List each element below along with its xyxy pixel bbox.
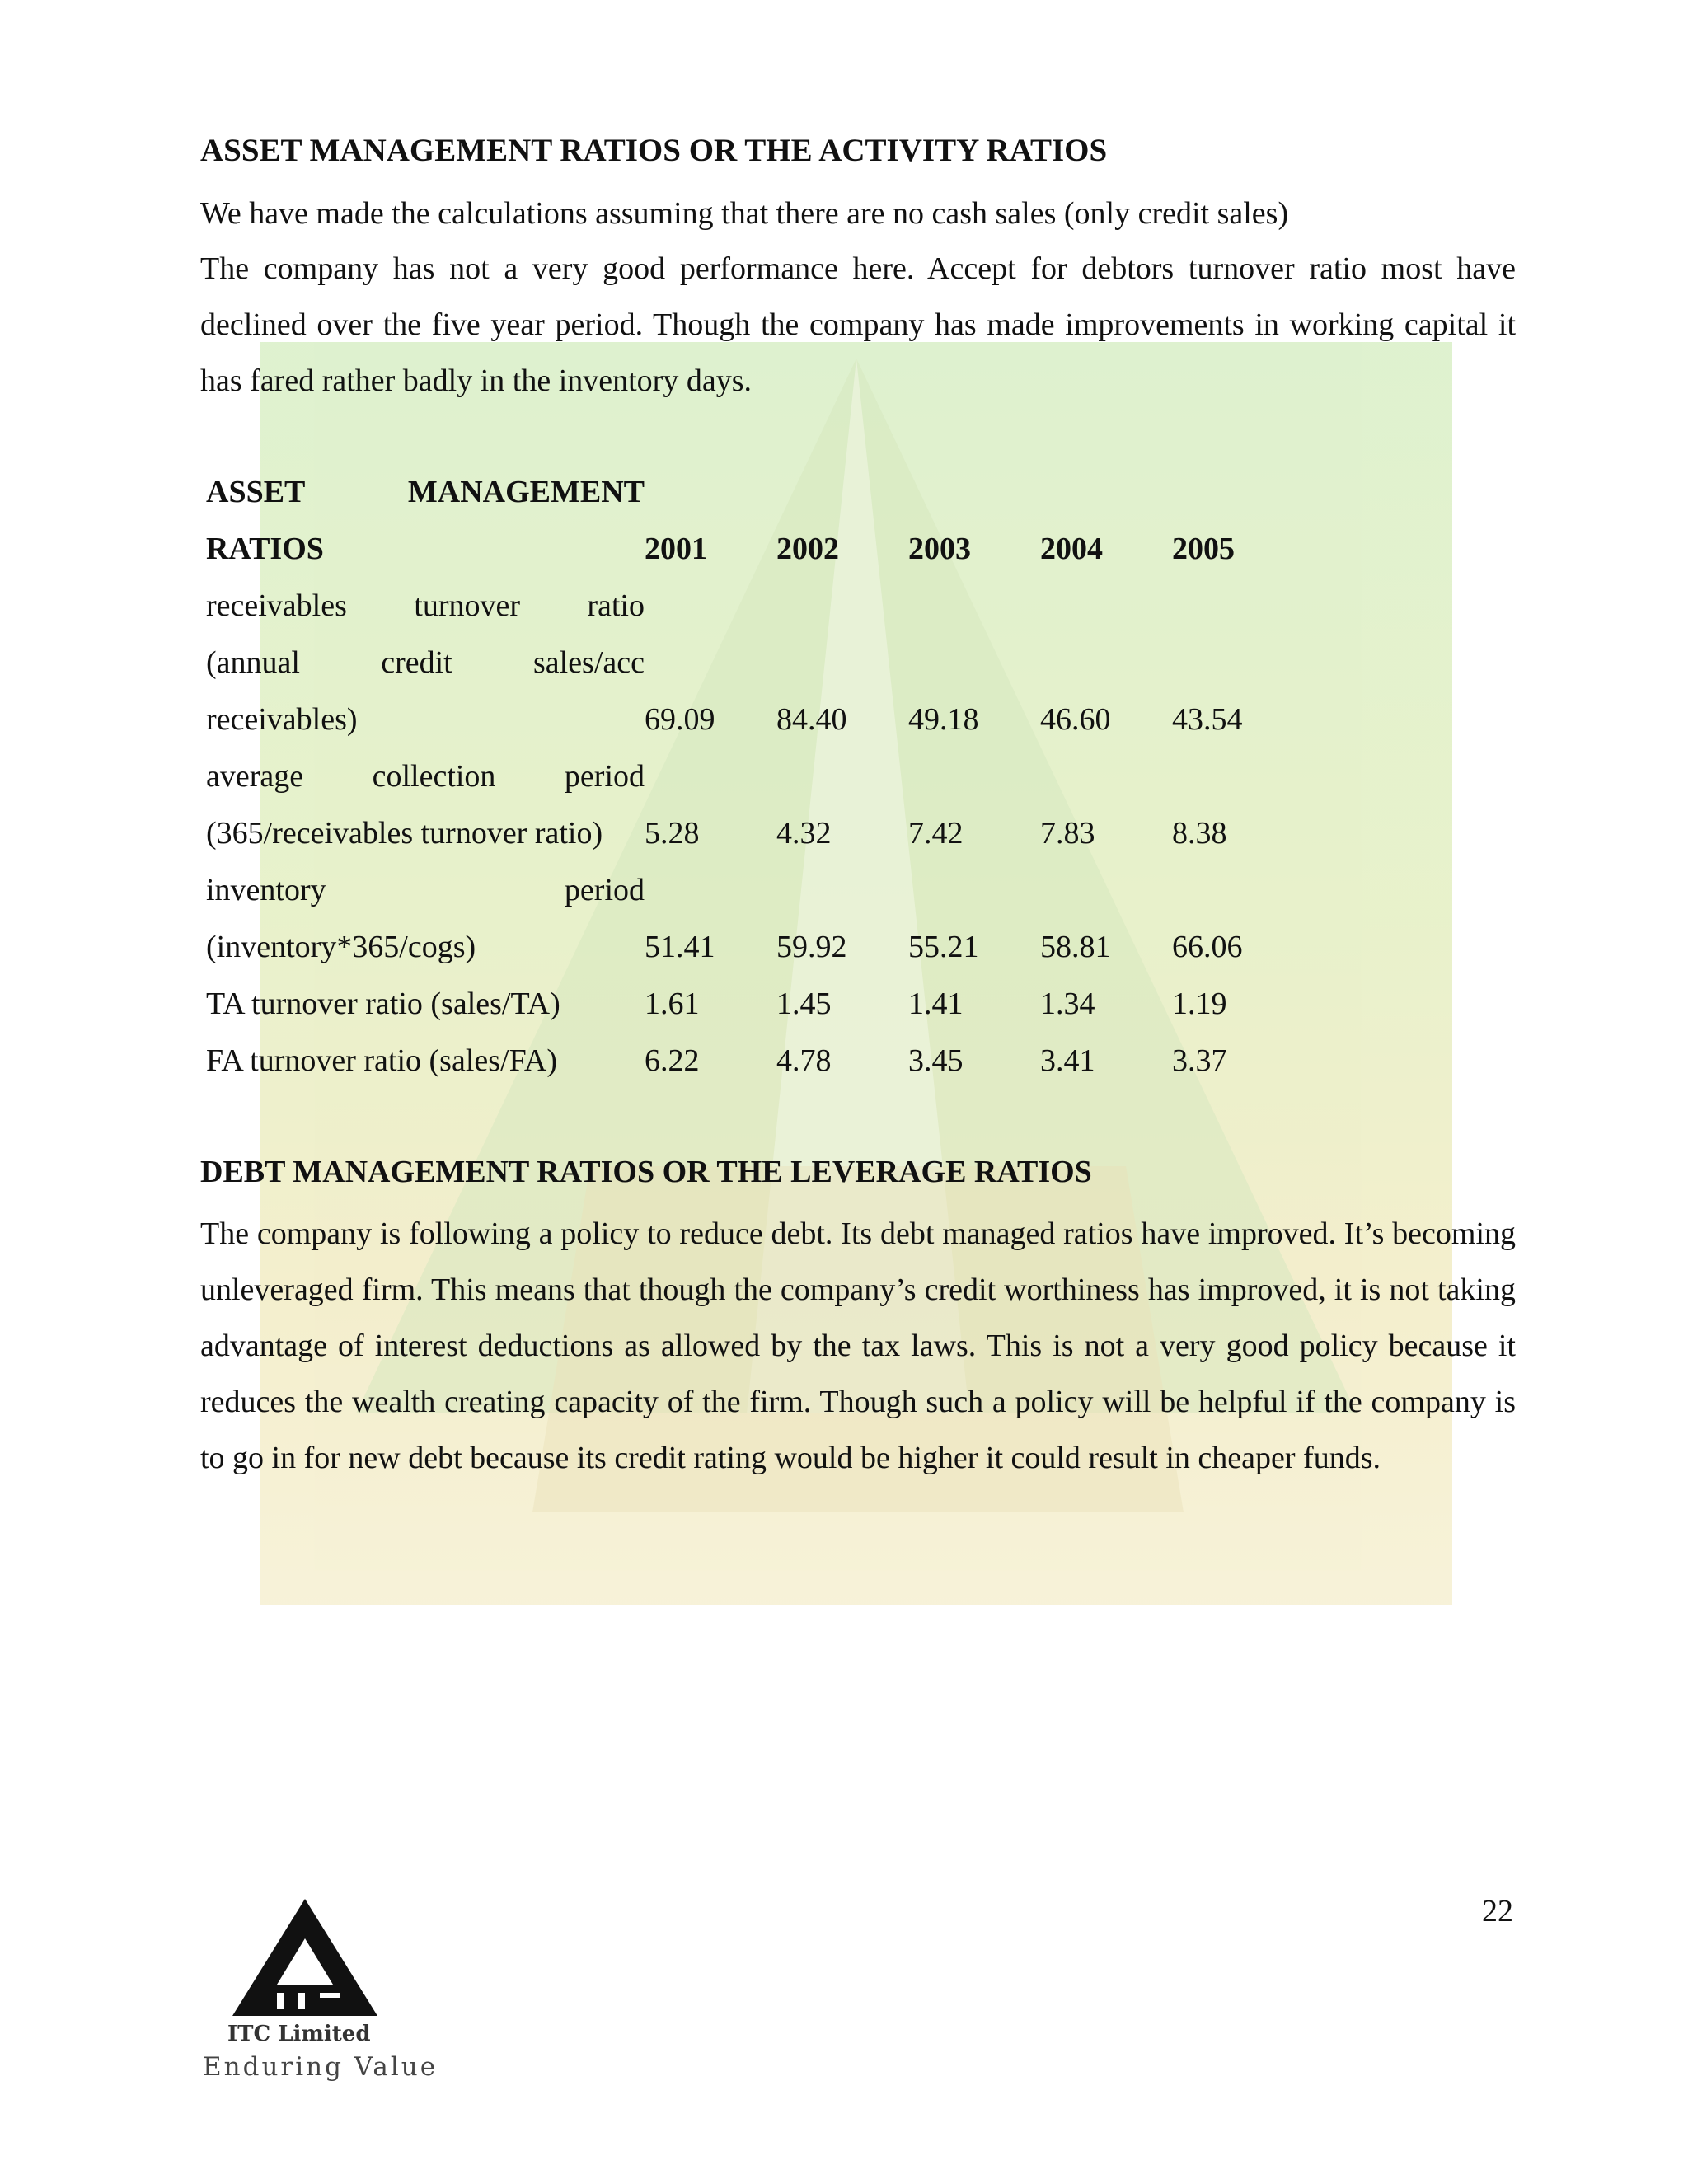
table-row xyxy=(206,1033,1304,1090)
itc-triangle-logo-icon xyxy=(201,1896,409,2027)
asset-ratios-table xyxy=(206,464,1304,1090)
year-header: 2001 xyxy=(645,532,707,566)
table-cell: 7.42 xyxy=(908,816,964,851)
row-label: FA turnover ratio (sales/FA) xyxy=(206,1043,558,1078)
logo-tagline: Enduring Value xyxy=(203,2052,438,2082)
table-cell: 58.81 xyxy=(1040,930,1111,964)
row-label xyxy=(206,578,645,748)
table-row xyxy=(206,976,1304,1033)
table-row xyxy=(206,748,1304,862)
table-cell: 1.45 xyxy=(776,987,832,1021)
row-label: TA turnover ratio (sales/TA) xyxy=(206,987,560,1021)
table-cell: 46.60 xyxy=(1040,702,1111,737)
table-cell: 84.40 xyxy=(776,702,847,737)
logo-company-name: ITC Limited xyxy=(227,2022,371,2046)
table-cell: 51.41 xyxy=(645,930,715,964)
table-cell: 69.09 xyxy=(645,702,715,737)
row-label-line: average collection period xyxy=(206,759,645,794)
asset-paragraph: The company has not a very good performance here. Accept for debtors turnover ratio most have declined over the five year period. Though the company has made improvements in working capital it has fared rather badly in the inventory days. xyxy=(200,251,1516,398)
row-label-line: receivables) xyxy=(206,702,358,737)
table-cell: 3.37 xyxy=(1172,1043,1227,1078)
table-cell: 5.28 xyxy=(645,816,700,851)
table-cell: 43.54 xyxy=(1172,702,1243,737)
row-label-line: receivables turnover ratio xyxy=(206,588,645,623)
table-cell: 8.38 xyxy=(1172,816,1227,851)
assumption-line: We have made the calculations assuming that there are no cash sales (only credit sales) xyxy=(200,196,1289,231)
table-cell: 1.41 xyxy=(908,987,964,1021)
header-label-line-1: ASSET MANAGEMENT xyxy=(206,475,645,509)
year-header: 2004 xyxy=(1040,532,1103,566)
table-cell: 66.06 xyxy=(1172,930,1243,964)
table-cell: 1.34 xyxy=(1040,987,1095,1021)
table-cell: 4.78 xyxy=(776,1043,832,1078)
debt-paragraph: The company is following a policy to reduce debt. Its debt managed ratios have improved. It’s becoming unleveraged firm. This means that though the company’s credit worthiness has improved, it is not taking advantage of interest deductions as allowed by the tax laws. This is not a very good policy because it reduces the wealth creating capacity of the firm. Though such a policy will be helpful if the company is to go in for new debt because its credit rating would be higher it could result in cheaper funds. xyxy=(200,1216,1516,1475)
table-cell: 49.18 xyxy=(908,702,979,737)
table-cell: 55.21 xyxy=(908,930,979,964)
header-label xyxy=(206,464,645,578)
table-cell: 1.19 xyxy=(1172,987,1227,1021)
row-label xyxy=(206,748,645,862)
table-cell: 6.22 xyxy=(645,1043,700,1078)
year-header: 2005 xyxy=(1172,532,1235,566)
row-label-line: inventory period xyxy=(206,873,645,907)
table-header-row xyxy=(206,464,1304,578)
section-heading-asset: ASSET MANAGEMENT RATIOS OR THE ACTIVITY RATIOS xyxy=(200,133,1108,168)
year-header: 2003 xyxy=(908,532,971,566)
table-cell: 3.41 xyxy=(1040,1043,1095,1078)
section-heading-debt: DEBT MANAGEMENT RATIOS OR THE LEVERAGE RATIOS xyxy=(200,1155,1092,1189)
table-row xyxy=(206,578,1304,748)
row-label-line: (annual credit sales/acc xyxy=(206,645,645,680)
table-cell: 7.83 xyxy=(1040,816,1095,851)
row-label-line: (365/receivables turnover ratio) xyxy=(206,816,603,851)
table-cell: 59.92 xyxy=(776,930,847,964)
table-row xyxy=(206,862,1304,976)
table-cell: 4.32 xyxy=(776,816,832,851)
page-number: 22 xyxy=(1482,1894,1513,1929)
table-cell: 3.45 xyxy=(908,1043,964,1078)
table-cell: 1.61 xyxy=(645,987,700,1021)
row-label xyxy=(206,862,645,976)
row-label-line: (inventory*365/cogs) xyxy=(206,930,476,964)
year-header: 2002 xyxy=(776,532,839,566)
header-label-line-2: RATIOS xyxy=(206,532,324,566)
